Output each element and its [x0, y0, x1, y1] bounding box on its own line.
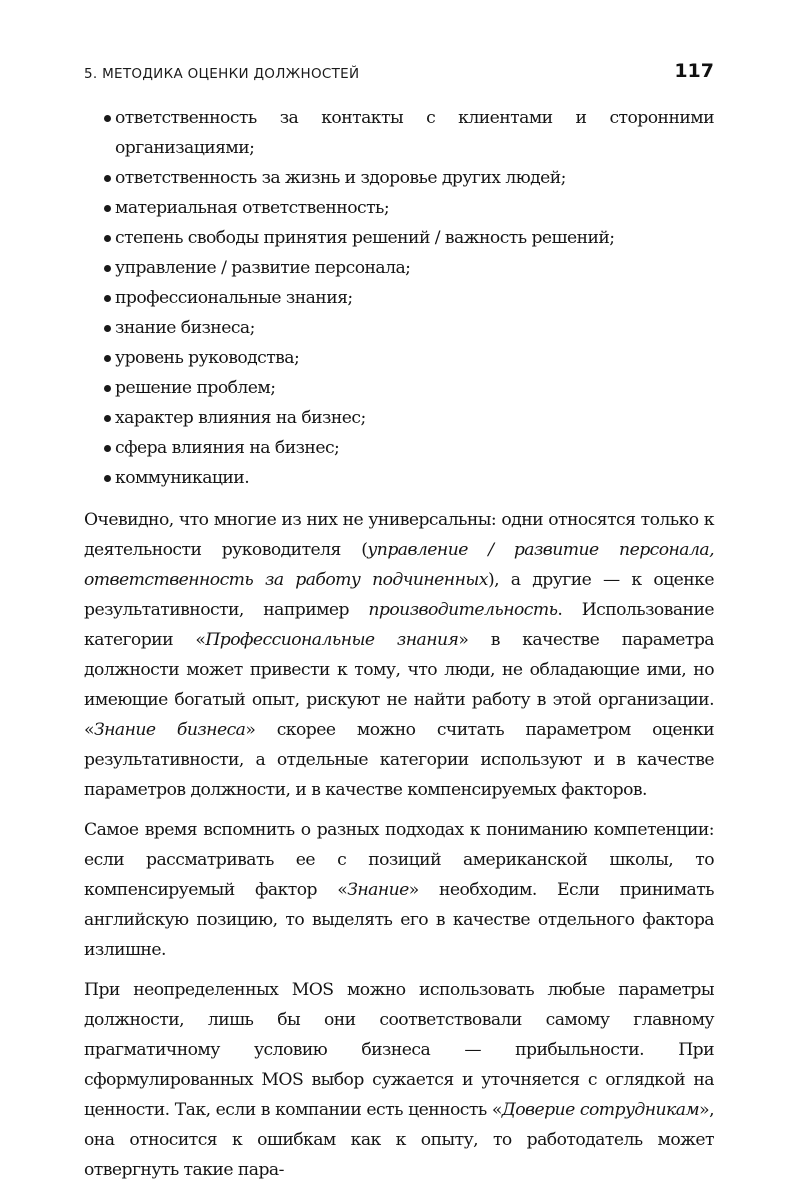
text-run: При неопределенных MOS можно использовать любые параметры должности, лишь бы они соответствовали самому главному прагматичному условию бизнеса — прибыльности. При сформулированных MOS выбор сужается и уточняется с оглядкой на ценности. Так, если в компании есть ценность « [84, 980, 714, 1120]
text-run: » в качестве параметра должности может привести к тому, что люди, не обладающие ими, но имеющие богатый опыт, рискуют не найти работу в этой организации. « [84, 630, 714, 740]
italic-term: Знание бизнеса [93, 720, 246, 740]
text-run: » необходим. Если принимать английскую позицию, то выделять его в качестве отдельного фактора излишне. [84, 880, 714, 960]
italic-term: Доверие сотрудникам [501, 1100, 700, 1120]
paragraph-3 [84, 975, 714, 1185]
italic-term: управление / развитие персонала, ответственность за работу подчиненных [84, 540, 714, 590]
list-item: степень свободы принятия решений / важность решений; [84, 223, 714, 253]
text-run: ), а другие — к оценке результативности, например [84, 570, 714, 620]
running-title: 5. МЕТОДИКА ОЦЕНКИ ДОЛЖНОСТЕЙ [84, 66, 360, 82]
list-item: профессиональные знания; [84, 283, 714, 313]
paragraph-1 [84, 505, 714, 805]
page-number: 117 [674, 60, 714, 82]
list-item: ответственность за контакты с клиентами и сторонними организациями; [84, 103, 714, 163]
text-run: . Использование категории « [84, 600, 714, 650]
page-body [84, 103, 714, 1185]
bullet-list [84, 103, 714, 493]
italic-term: производительность [368, 600, 558, 620]
italic-term: Знание [347, 880, 409, 900]
list-item: характер влияния на бизнес; [84, 403, 714, 433]
list-item: коммуникации. [84, 463, 714, 493]
list-item: материальная ответственность; [84, 193, 714, 223]
list-item: решение проблем; [84, 373, 714, 403]
text-run: Очевидно, что многие из них не универсальны: одни относятся только к деятельности руководителя ( [84, 510, 714, 560]
list-item: знание бизнеса; [84, 313, 714, 343]
text-run: », она относится к ошибкам как к опыту, то работодатель может отвергнуть такие пара- [84, 1100, 714, 1180]
list-item: ответственность за жизнь и здоровье других людей; [84, 163, 714, 193]
list-item: управление / развитие персонала; [84, 253, 714, 283]
text-run: » скорее можно считать параметром оценки результативности, а отдельные категории используют и в качестве параметров должности, и в качестве компенсируемых факторов. [84, 720, 714, 800]
paragraph-2 [84, 815, 714, 965]
list-item: уровень руководства; [84, 343, 714, 373]
list-item: сфера влияния на бизнес; [84, 433, 714, 463]
italic-term: Профессиональные знания [205, 630, 459, 650]
text-run: Самое время вспомнить о разных подходах к пониманию компетенции: если рассматривать ее с позиций американской школы, то компенсируемый фактор « [84, 820, 714, 900]
page-header [84, 60, 714, 88]
